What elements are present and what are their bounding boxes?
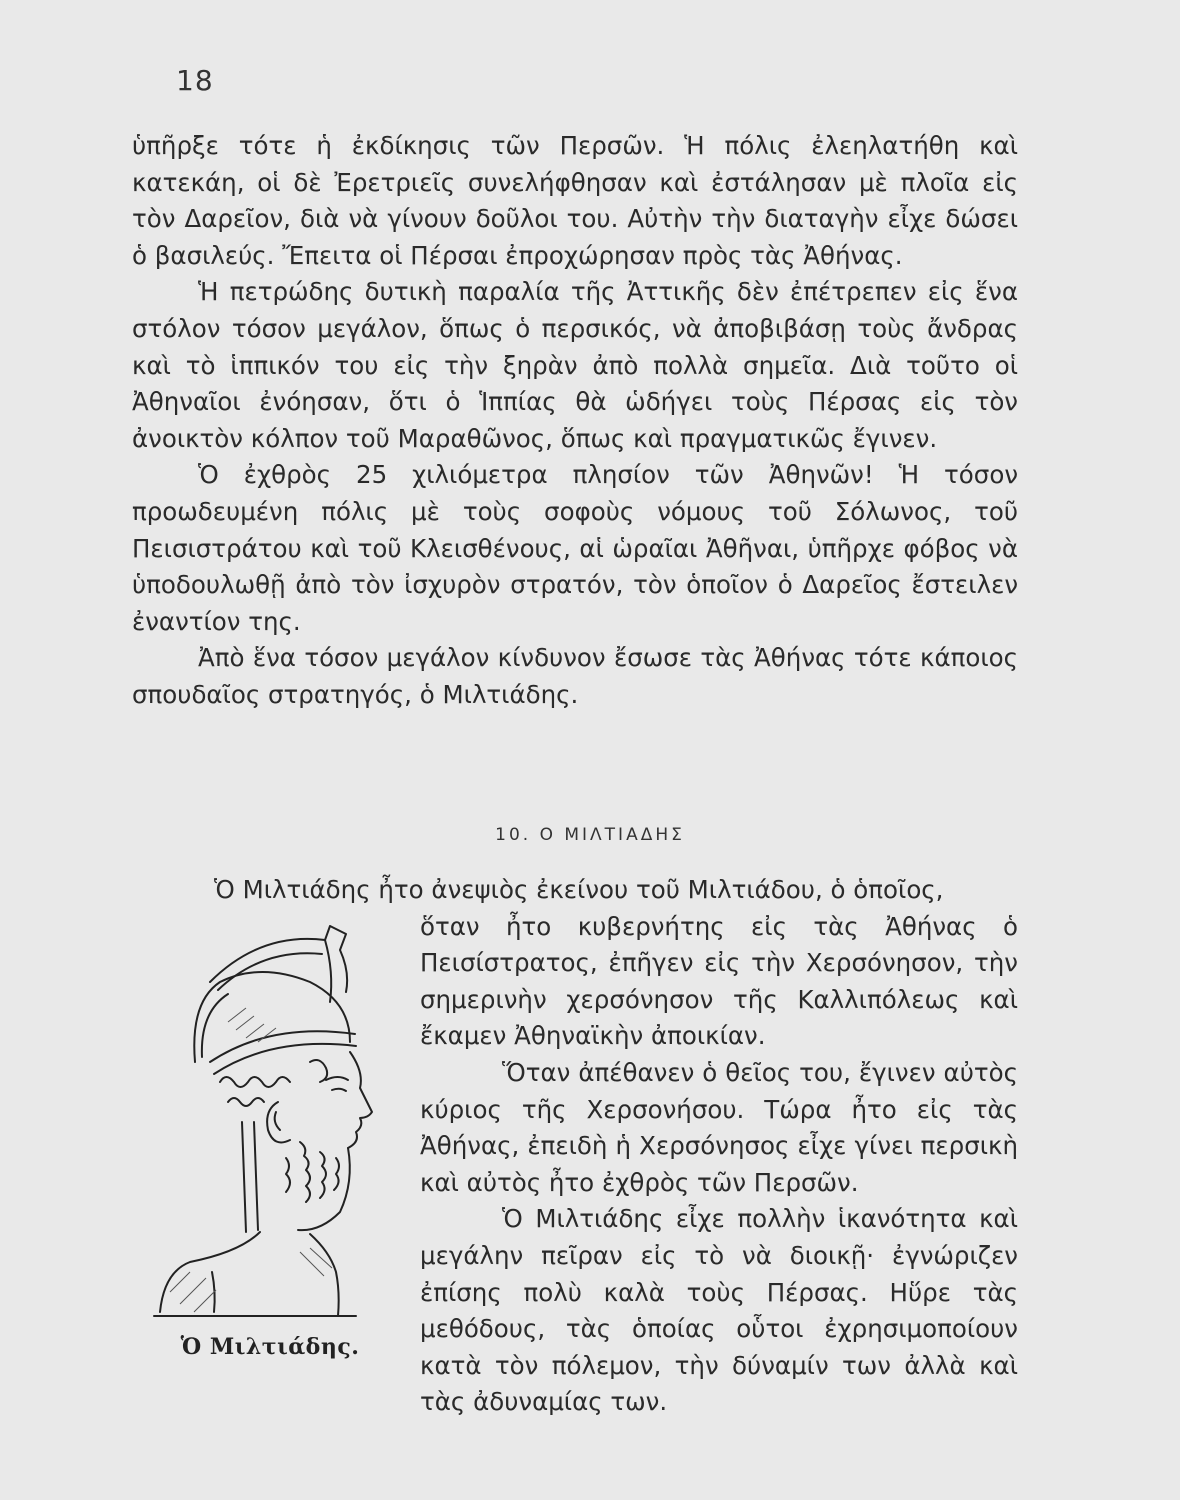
page-number: 18 xyxy=(176,64,214,97)
section-title: 10. Ο ΜΙΛΤΙΑΔΗΣ xyxy=(495,825,685,845)
section-paragraph-2: Ὅταν ἀπέθανεν ὁ θεῖος του, ἔγινεν αὐτὸς κύριος τῆς Χερσονήσου. Τώρα ἦτο εἰς τὰς Ἀθήνας, ἐπειδὴ ἡ Χερσόνησος εἶχε γίνει περσικὴ καὶ αὐτὸς ἦτο ἐχθρὸς τῶν Περσῶν. xyxy=(420,1057,1018,1197)
section-paragraph-3: Ὁ Μιλτιάδης εἶχε πολλὴν ἱκανότητα καὶ μεγάλην πεῖραν εἰς τὸ νὰ διοικῇ· ἐγνώριζεν ἐπίσης πολὺ καλὰ τοὺς Πέρσας. Ηὕρε τὰς μεθόδους, τὰς ὁποίας οὗτοι ἐχρησιμοποίουν κατὰ τὸν πόλεμον, τὴν δύναμίν των ἀλλὰ καὶ τὰς ἀδυναμίας των. xyxy=(420,1204,1018,1417)
paragraph-3: Ὁ ἐχθρὸς 25 χιλιόμετρα πλησίον τῶν Ἀθηνῶν! Ἡ τόσον προωδευμένη πόλις μὲ τοὺς σοφοὺς νόμους τοῦ Σόλωνος, τοῦ Πεισιστράτου καὶ τοῦ Κλεισθένους, αἱ ὡραῖαι Ἀθῆναι, ὑπῆρχε φόβος νὰ ὑποδουλωθῇ ἀπὸ τὸν ἰσχυρὸν στρατόν, τὸν ὁποῖον ὁ Δαρεῖος ἔστειλεν ἐναντίον της. xyxy=(132,460,1018,636)
paragraph-1: ὑπῆρξε τότε ἡ ἐκδίκησις τῶν Περσῶν. Ἡ πόλις ἐλεηλατήθη καὶ κατεκάη, οἱ δὲ Ἐρετριεῖς συνελήφθησαν καὶ ἐστάλησαν μὲ πλοῖα εἰς τὸν Δαρεῖον, διὰ νὰ γίνουν δοῦλοι του. Αὐτὴν τὴν διαταγὴν εἶχε δώσει ὁ βασιλεύς. Ἔπειτα οἱ Πέρσαι ἐπροχώρησαν πρὸς τὰς Ἀθήνας. xyxy=(132,131,1018,270)
section-first-line: Ὁ Μιλτιάδης ἦτο ἀνεψιὸς ἐκείνου τοῦ Μιλτιάδου, ὁ ὁποῖος, xyxy=(214,875,944,904)
figure-caption: Ὁ Μιλτιάδης. xyxy=(180,1334,360,1360)
section-paragraph-1: ὅταν ἦτο κυβερνήτης εἰς τὰς Ἀθήνας ὁ Πεισίστρατος, ἐπῆγεν εἰς τὴν Χερσόνησον, τὴν σημερινὴν χερσόνησον τῆς Καλλιπόλεως καὶ ἔκαμεν Ἀθηναϊκὴν ἀποικίαν. xyxy=(420,911,1018,1051)
paragraph-4: Ἀπὸ ἕνα τόσον μεγάλον κίνδυνον ἔσωσε τὰς Ἀθήνας τότε κάποιος σπουδαῖος στρατηγός, ὁ Μιλτιάδης. xyxy=(132,643,1018,709)
main-text xyxy=(132,128,1018,714)
paragraph-2: Ἡ πετρώδης δυτικὴ παραλία τῆς Ἀττικῆς δὲν ἐπέτρεπεν εἰς ἕνα στόλον τόσον μεγάλον, ὅπως ὁ περσικός, νὰ ἀποβιβάσῃ τοὺς ἄνδρας καὶ τὸ ἱππικόν του εἰς τὴν ξηρὰν ἀπὸ πολλὰ σημεῖα. Διὰ τοῦτο οἱ Ἀθηναῖοι ἐνόησαν, ὅτι ὁ Ἱππίας θὰ ὡδήγει τοὺς Πέρσας εἰς τὸν ἀνοικτὸν κόλπον τοῦ Μαραθῶνος, ὅπως καὶ πραγματικῶς ἔγινεν. xyxy=(132,277,1018,453)
miltiades-bust-illustration xyxy=(150,912,380,1322)
